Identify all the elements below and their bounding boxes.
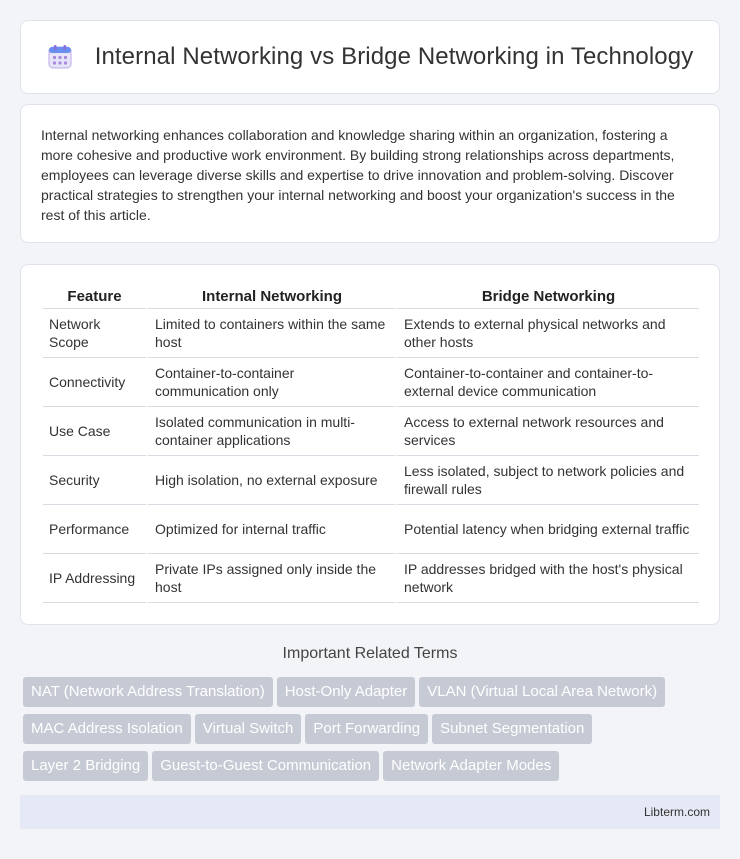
intro-card — [20, 104, 720, 243]
table-row — [43, 309, 699, 358]
term-tag[interactable]: VLAN (Virtual Local Area Network) — [419, 677, 665, 707]
table-row — [43, 554, 699, 603]
cell-feature: Performance — [43, 505, 146, 554]
term-tag[interactable]: NAT (Network Address Translation) — [23, 677, 273, 707]
intro-text: Internal networking enhances collaboration and knowledge sharing within an organization, fostering a more cohesive and productive work environment. By building strong relationships across departments, employees can leverage diverse skills and expertise to drive innovation and problem-solving. Discover practical strategies to strengthen your internal networking and boost your organization's success in the rest of this article. — [41, 127, 675, 223]
term-tag[interactable]: Network Adapter Modes — [383, 751, 559, 781]
related-terms-list — [23, 677, 723, 788]
header-bridge-networking: Bridge Networking — [395, 285, 699, 309]
table-row — [43, 456, 699, 505]
cell-feature: Use Case — [43, 407, 146, 456]
footer-site-link[interactable]: Libterm.com — [643, 805, 710, 819]
term-tag[interactable]: MAC Address Isolation — [23, 714, 191, 744]
header-feature: Feature — [43, 285, 146, 309]
cell-feature: Security — [43, 456, 146, 505]
cell-bridge: Access to external network resources and services — [395, 407, 699, 456]
table-row — [43, 505, 699, 554]
term-tag[interactable]: Virtual Switch — [195, 714, 302, 744]
header-internal-networking: Internal Networking — [146, 285, 395, 309]
cell-feature: Connectivity — [43, 358, 146, 407]
cell-bridge: IP addresses bridged with the host's physical network — [395, 554, 699, 603]
calendar-icon — [47, 44, 73, 70]
page-title: Internal Networking vs Bridge Networking in Technology — [94, 43, 694, 70]
comparison-table-card — [20, 264, 720, 625]
table-row — [43, 407, 699, 456]
title-card — [20, 20, 720, 94]
term-tag[interactable]: Host-Only Adapter — [277, 677, 416, 707]
term-tag[interactable]: Subnet Segmentation — [432, 714, 592, 744]
cell-internal: Optimized for internal traffic — [146, 505, 395, 554]
term-tag[interactable]: Port Forwarding — [305, 714, 428, 744]
cell-bridge: Container-to-container and container-to-external device communication — [395, 358, 699, 407]
cell-internal: Container-to-container communication only — [146, 358, 395, 407]
table-row — [43, 358, 699, 407]
cell-internal: Isolated communication in multi-container applications — [146, 407, 395, 456]
cell-internal: Private IPs assigned only inside the host — [146, 554, 395, 603]
comparison-table — [43, 285, 699, 603]
cell-bridge: Potential latency when bridging external traffic — [395, 505, 699, 554]
related-terms-title: Important Related Terms — [282, 645, 458, 662]
term-tag[interactable]: Layer 2 Bridging — [23, 751, 148, 781]
term-tag[interactable]: Guest-to-Guest Communication — [152, 751, 379, 781]
cell-bridge: Less isolated, subject to network policies and firewall rules — [395, 456, 699, 505]
cell-bridge: Extends to external physical networks and other hosts — [395, 309, 699, 358]
cell-internal: Limited to containers within the same host — [146, 309, 395, 358]
table-header-row — [43, 285, 699, 309]
footer — [20, 795, 720, 829]
cell-feature: Network Scope — [43, 309, 146, 358]
cell-internal: High isolation, no external exposure — [146, 456, 395, 505]
cell-feature: IP Addressing — [43, 554, 146, 603]
